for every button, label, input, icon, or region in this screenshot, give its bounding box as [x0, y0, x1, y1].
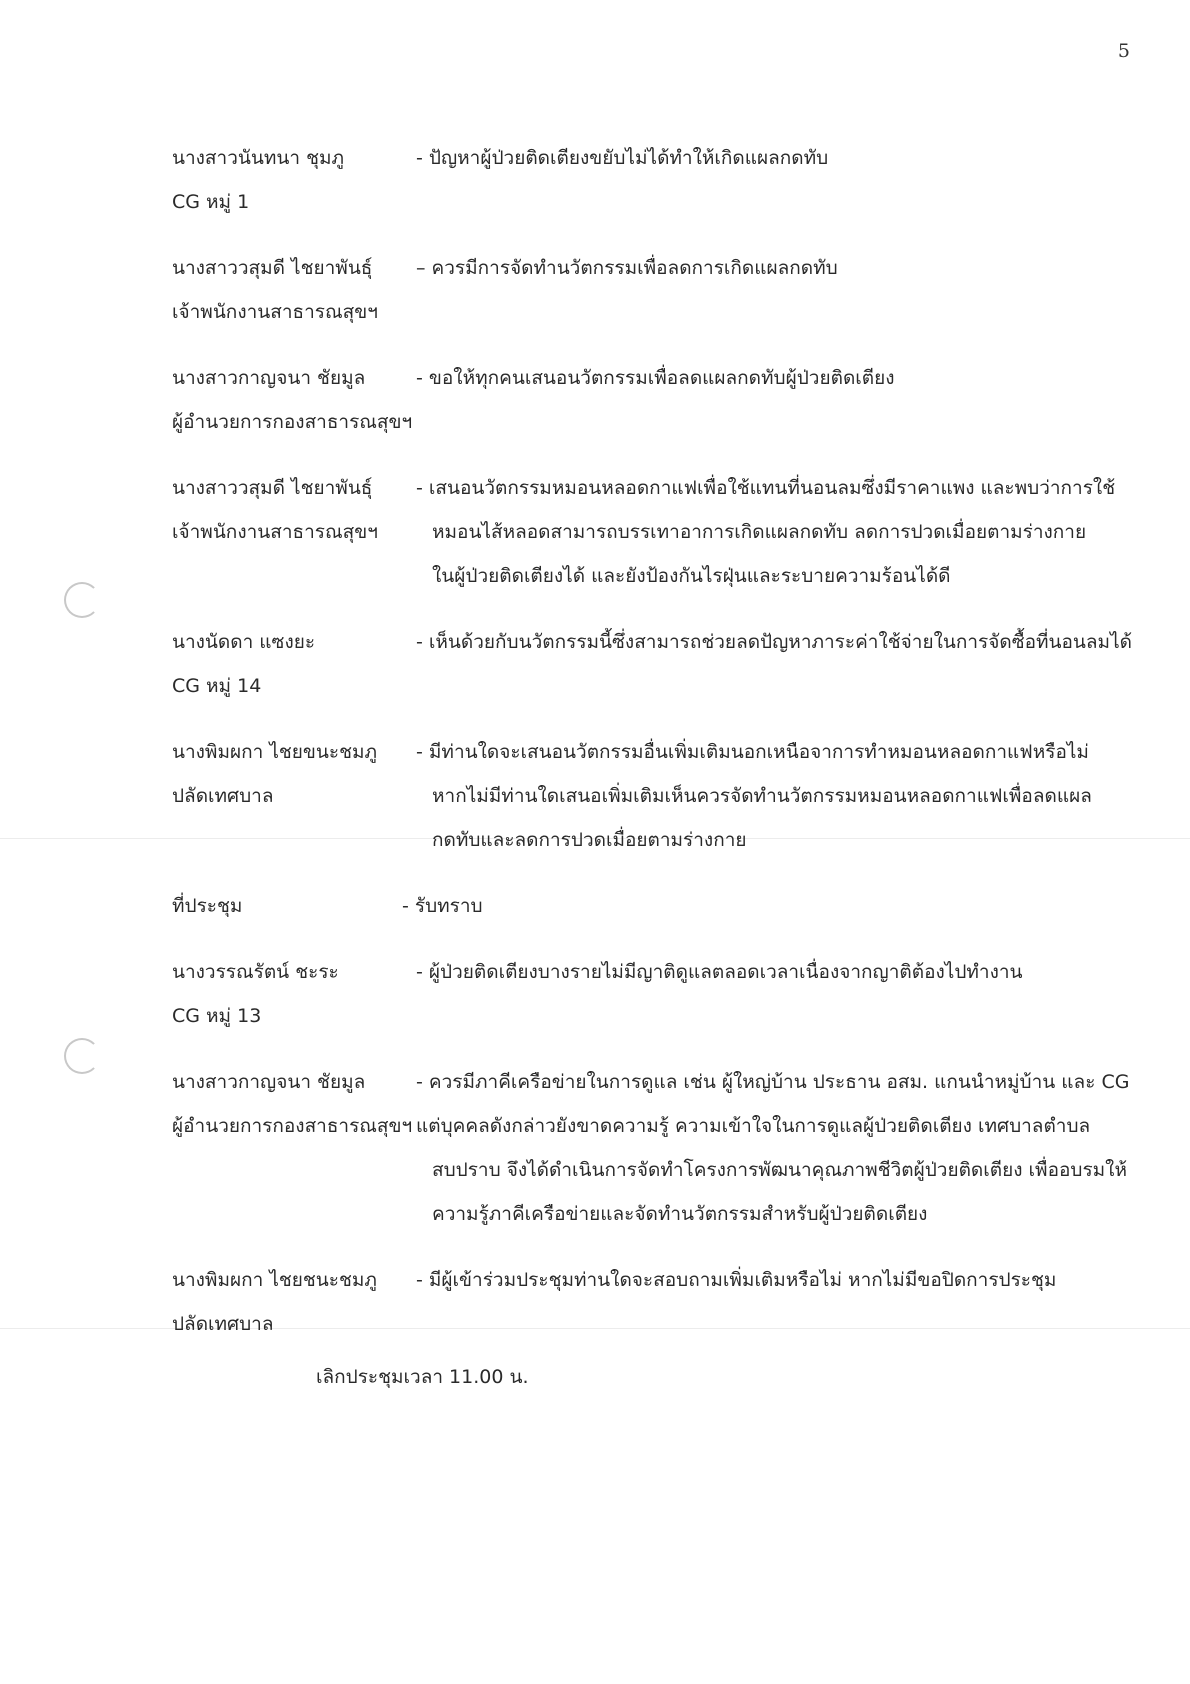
speaker-role: เจ้าพนักงานสาธารณสุขฯ	[172, 521, 378, 543]
speaker-name: ที่ประชุม	[172, 895, 243, 917]
speech	[416, 466, 1142, 598]
speaker	[172, 246, 416, 334]
punch-hole-mark	[64, 1038, 100, 1074]
speech-line: - ผู้ป่วยติดเตียงบางรายไม่มีญาติดูแลตลอดเวลาเนื่องจากญาติต้องไปทำงาน	[416, 961, 1023, 983]
speaker-role: ผู้อำนวยการกองสาธารณสุขฯ	[172, 411, 413, 433]
punch-hole-mark	[64, 582, 100, 618]
speech-line: สบปราบ จึงได้ดำเนินการจัดทำโครงการพัฒนาคุณภาพชีวิตผู้ป่วยติดเตียง เพื่ออบรมให้	[432, 1159, 1127, 1181]
speaker-role: CG หมู่ 13	[172, 1005, 262, 1027]
speaker	[172, 1258, 416, 1346]
speaker	[172, 466, 416, 598]
speech-line: – ควรมีการจัดทำนวัตกรรมเพื่อลดการเกิดแผลกดทับ	[416, 257, 838, 279]
speaker-role: ปลัดเทศบาล	[172, 785, 274, 807]
minutes-entry	[172, 1258, 1142, 1346]
speaker-role: CG หมู่ 14	[172, 675, 262, 697]
speech	[402, 884, 1142, 928]
speech	[416, 730, 1142, 862]
speech	[416, 620, 1142, 708]
meeting-closing-time: เลิกประชุมเวลา 11.00 น.	[316, 1366, 529, 1388]
speaker	[172, 950, 416, 1038]
speaker-name: นางสาววสุมดี ไชยาพันธุ์	[172, 477, 373, 499]
speech-line: - ขอให้ทุกคนเสนอนวัตกรรมเพื่อลดแผลกดทับผู้ป่วยติดเตียง	[416, 367, 895, 389]
speech	[416, 950, 1142, 1038]
speaker	[172, 356, 416, 444]
speaker-name: นางพิมผกา ไชยขนะชมภู	[172, 741, 378, 763]
speech	[416, 356, 1142, 444]
minutes-entry	[172, 950, 1142, 1038]
speech-line: - ปัญหาผู้ป่วยติดเตียงขยับไม่ได้ทำให้เกิดแผลกดทับ	[416, 147, 829, 169]
speaker	[172, 1060, 416, 1236]
speaker-name: นางสาวกาญจนา ชัยมูล	[172, 367, 366, 389]
speaker	[172, 730, 416, 862]
speech-line: - รับทราบ	[402, 895, 483, 917]
speaker-role: เจ้าพนักงานสาธารณสุขฯ	[172, 301, 378, 323]
speaker-name: นางพิมผกา ไชยชนะชมภู	[172, 1269, 377, 1291]
speaker-role: ผู้อำนวยการกองสาธารณสุขฯ	[172, 1115, 413, 1137]
speech-line: หมอนไส้หลอดสามารถบรรเทาอาการเกิดแผลกดทับ ลดการปวดเมื่อยตามร่างกาย	[432, 521, 1087, 543]
page-number: 5	[1117, 40, 1130, 62]
speech-line: กดทับและลดการปวดเมื่อยตามร่างกาย	[432, 829, 747, 851]
speech	[416, 246, 1142, 334]
speech-line: ความรู้ภาคีเครือข่ายและจัดทำนวัตกรรมสำหรับผู้ป่วยติดเตียง	[432, 1203, 928, 1225]
minutes-entry	[172, 136, 1142, 224]
speech-line: - เห็นด้วยกับนวัตกรรมนี้ซึ่งสามารถช่วยลดปัญหาภาระค่าใช้จ่ายในการจัดซื้อที่นอนลมได้	[416, 631, 1132, 653]
speaker	[172, 884, 402, 928]
speaker	[172, 620, 416, 708]
meeting-minutes-body	[172, 136, 1142, 1346]
speech-line: แต่บุคคลดังกล่าวยังขาดความรู้ ความเข้าใจในการดูแลผู้ป่วยติดเตียง เทศบาลตำบล	[416, 1115, 1091, 1137]
minutes-entry	[172, 884, 1142, 928]
speech	[416, 136, 1142, 224]
speaker-name: นางสาวกาญจนา ชัยมูล	[172, 1071, 366, 1093]
speaker-name: นางสาวนันทนา ชุมภู	[172, 147, 345, 169]
minutes-entry	[172, 356, 1142, 444]
minutes-entry	[172, 466, 1142, 598]
speaker-name: นางวรรณรัตน์ ชะระ	[172, 961, 339, 983]
speech-line: หากไม่มีท่านใดเสนอเพิ่มเติมเห็นควรจัดทำนวัตกรรมหมอนหลอดกาแฟเพื่อลดแผล	[432, 785, 1092, 807]
speech-line: - เสนอนวัตกรรมหมอนหลอดกาแฟเพื่อใช้แทนที่นอนลมซึ่งมีราคาแพง และพบว่าการใช้	[416, 477, 1116, 499]
minutes-entry	[172, 730, 1142, 862]
speech-line: - มีท่านใดจะเสนอนวัตกรรมอื่นเพิ่มเติมนอกเหนือจาการทำหมอนหลอดกาแฟหรือไม่	[416, 741, 1089, 763]
speaker	[172, 136, 416, 224]
speech	[416, 1060, 1142, 1236]
speech	[416, 1258, 1142, 1346]
speaker-name: นางนัดดา แซงยะ	[172, 631, 316, 653]
minutes-entry	[172, 1060, 1142, 1236]
minutes-entry	[172, 246, 1142, 334]
speech-line: - มีผู้เข้าร่วมประชุมท่านใดจะสอบถามเพิ่มเติมหรือไม่ หากไม่มีขอปิดการประชุม	[416, 1269, 1057, 1291]
speech-line: - ควรมีภาคีเครือข่ายในการดูแล เช่น ผู้ใหญ่บ้าน ประธาน อสม. แกนนำหมู่บ้าน และ CG	[416, 1071, 1130, 1093]
speaker-name: นางสาววสุมดี ไชยาพันธุ์	[172, 257, 373, 279]
speech-line: ในผู้ป่วยติดเตียงได้ และยังป้องกันไรฝุ่นและระบายความร้อนได้ดี	[432, 565, 951, 587]
speaker-role: ปลัดเทศบาล	[172, 1313, 274, 1335]
minutes-entry	[172, 620, 1142, 708]
speaker-role: CG หมู่ 1	[172, 191, 250, 213]
